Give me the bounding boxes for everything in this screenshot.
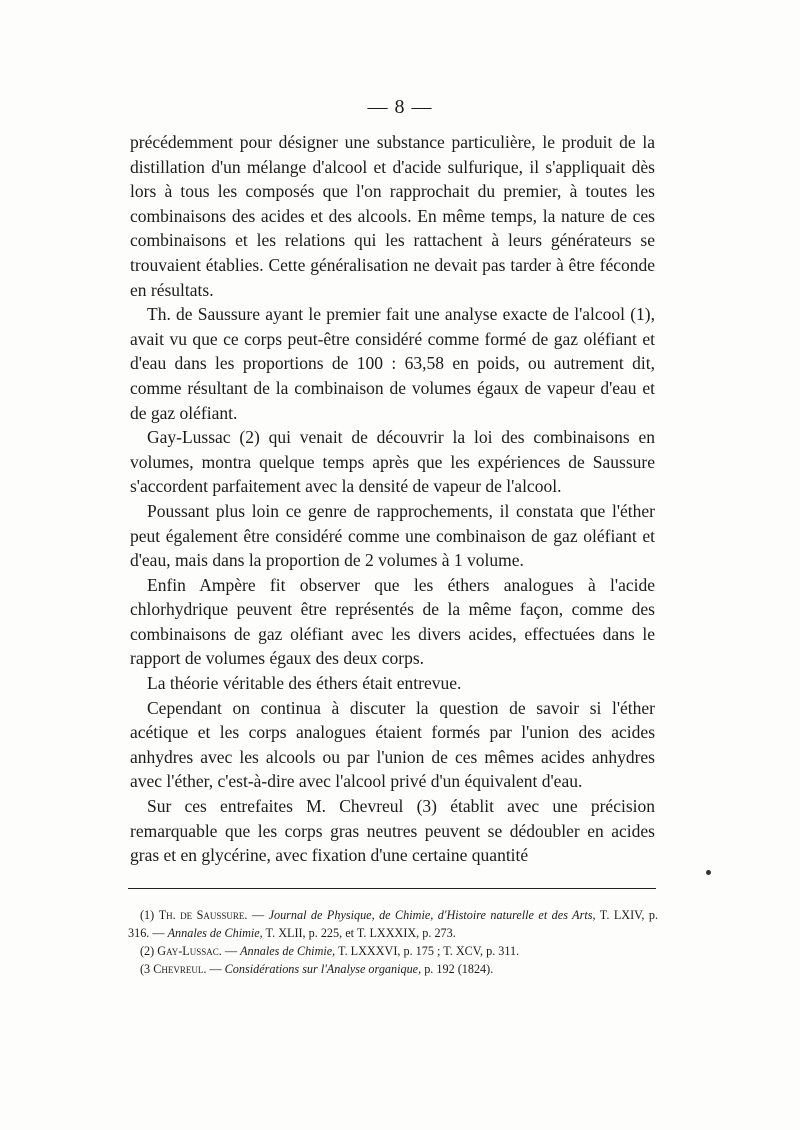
- footnote-3-source: Considérations sur l'Analyse organique,: [224, 962, 422, 976]
- footnote-2-refs: T. LXXXVI, p. 175 ; T. XCV, p. 311.: [335, 944, 520, 958]
- footnote-2-marker: (2): [140, 944, 155, 958]
- paragraph-2: Th. de Saussure ayant le premier fait une analyse exacte de l'alcool (1), avait vu que ce corps peut-être considéré comme formé de gaz oléfiant et d'eau dans les proportions de 100 : 63,58 en poids, ou autrement dit, comme résultant de la combinaison de volumes égaux de vapeur d'eau et de gaz oléfiant.: [130, 304, 655, 423]
- paragraph-4: Poussant plus loin ce genre de rapprochements, il constata que l'éther peut également être considéré comme une combinaison de gaz oléfiant et d'eau, mais dans la proportion de 2 volumes à 1 volume.: [130, 500, 655, 571]
- footnote-divider: [128, 888, 656, 889]
- paragraph-7: Cependant on continua à discuter la question de savoir si l'éther acétique et les corps analogues étaient formés par l'union des acides anhydres avec les alcools ou par l'union de ces mêmes acides anhydres avec l'éther, c'est-à-dire avec l'alcool privé d'un équivalent d'eau.: [130, 697, 655, 792]
- main-text: [130, 130, 655, 868]
- page-number: — 8 —: [367, 96, 433, 118]
- footnote-2: [128, 942, 658, 960]
- footnotes: [128, 906, 658, 978]
- paragraph-8: Sur ces entrefaites M. Chevreul (3) établit avec une précision remarquable que les corps gras neutres peuvent se dédoubler en acides gras et en glycérine, avec fixation d'une certaine quantité: [130, 796, 655, 866]
- footnote-1-marker: (1): [140, 908, 155, 922]
- footnote-3-marker: (3: [140, 962, 151, 976]
- footnote-2-source: Annales de Chimie,: [240, 944, 336, 958]
- footnote-3: [128, 960, 658, 978]
- footnote-1-refs2: T. XLII, p. 225, et T. LXXXIX, p. 273.: [262, 926, 456, 940]
- paragraph-5: Enfin Ampère fit observer que les éthers analogues à l'acide chlorhydrique peuvent être représentés de la même façon, comme des combinaisons de gaz oléfiant avec les divers acides, effectuées dans le rapport de volumes égaux des deux corps.: [130, 574, 655, 669]
- footnote-2-sep: —: [221, 944, 241, 958]
- footnote-1-source2: Annales de Chimie,: [167, 926, 263, 940]
- footnote-1-sep: —: [247, 908, 269, 922]
- footnote-3-refs: p. 192 (1824).: [421, 962, 494, 976]
- paragraph-6: La théorie véritable des éthers était entrevue.: [147, 673, 462, 694]
- footnote-1-refs: T. LXIV, p. 316. —: [128, 908, 659, 940]
- footnote-1-source: Journal de Physique, de Chimie, d'Histoire naturelle et des Arts,: [268, 908, 596, 922]
- footnote-1-author: Th. de Saussure.: [158, 908, 248, 922]
- margin-speck: [706, 870, 711, 875]
- footnote-3-author: Chevreul.: [153, 962, 207, 976]
- paragraph-3: Gay-Lussac (2) qui venait de découvrir la loi des combinaisons en volumes, montra quelque temps après que les expériences de Saussure s'accordent parfaitement avec la densité de vapeur de l'alcool.: [130, 427, 655, 497]
- footnote-3-sep: —: [206, 962, 225, 976]
- footnote-1: [128, 906, 658, 942]
- paragraph-1: précédemment pour désigner une substance particulière, le produit de la distillation d'un mélange d'alcool et d'acide sulfurique, il s'appliquait dès lors à tous les composés que l'on rapprochait du premier, à toutes les combinaisons des acides et des alcools. En même temps, la nature de ces combinaisons et les relations qui les rattachent à leurs générateurs se trouvaient établies. Cette généralisation ne devait pas tarder à être féconde en résultats.: [130, 132, 655, 300]
- footnote-2-author: Gay-Lussac.: [157, 944, 222, 958]
